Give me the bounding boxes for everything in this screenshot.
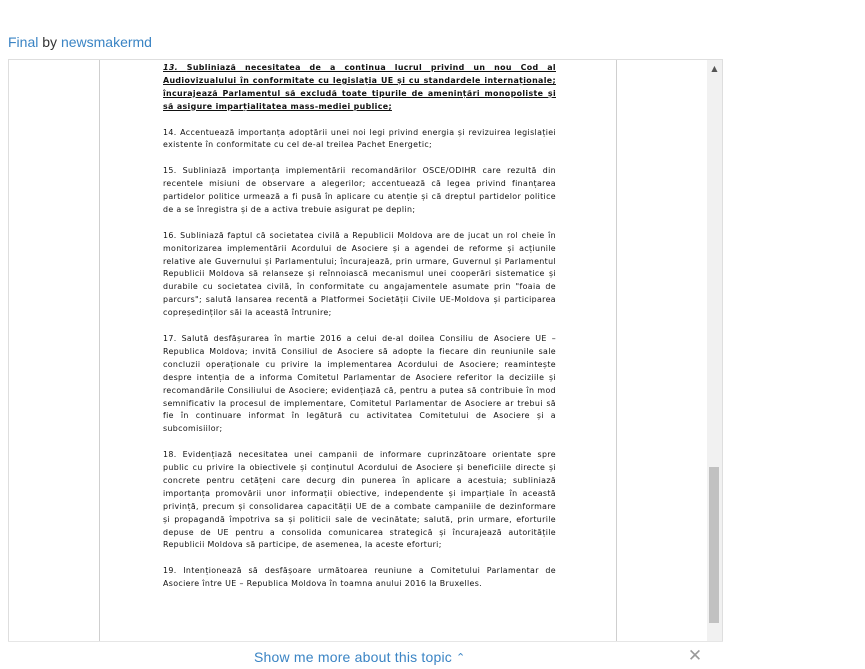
show-more-label: Show me more about this topic [254,649,453,665]
document-title-link[interactable]: Final [8,34,39,50]
paragraph-15: 15. Subliniază importanța implementării recomandărilor OSCE/ODIHR care rezultă din recentele misiuni de observare a alegerilor; accentuează că legea privind finanțarea partidelor politice urmează a fi pusă în aplicare cu atenție și că dreptul partidelor politice de a se înregistra și de a activa trebuie asigurat pe deplin; [163,166,556,214]
chevron-up-icon: ⌃ [456,652,466,664]
show-more-button[interactable] [254,649,465,665]
paragraph-13: 13. Subliniază necesitatea de a continua lucrul privind un nou Cod al Audiovizualului în conformitate cu legislația UE și cu standardele internaționale; încurajează Parlamentul să excludă toate tipurile de amenințări monopoliste și să asigure imparțialitatea mass-mediei publice; [163,63,556,111]
document-page [99,60,617,642]
paragraph-19: 19. Intenționează să desfășoare următoarea reuniune a Comitetului Parlamentar de Asociere între UE – Republica Moldova în toamna anului 2016 la Bruxelles. [163,566,556,589]
byline-by: by [42,34,58,50]
close-icon[interactable]: ✕ [687,646,703,666]
document-viewer[interactable] [8,59,723,669]
document-content [163,62,556,604]
triangle-up-icon[interactable]: ▲ [711,64,718,73]
paragraph-18: 18. Evidențiază necesitatea unei campanii de informare cuprinzătoare orientate spre public cu privire la obiectivele și conținutul Acordului de Asociere și beneficiile directe și concrete pentru cetățeni care decurg din punerea în aplicare a acestuia; subliniază importanța promovării unor informații obiective, independente și imparțiale în această privință, precum și consolidarea capacității UE de a combate campaniile de dezinformare și propagandă împotriva sa și politicii sale de vecinătate; salută, prin urmare, eforturile depuse de UE pentru a consolida comunicarea strategică și încurajează autoritățile Republicii Moldova să participe, de asemenea, la aceste eforturi; [163,450,556,550]
byline [8,34,152,50]
paragraph-16: 16. Subliniază faptul că societatea civilă a Republicii Moldova are de jucat un rol cheie în monitorizarea implementării Acordului de Asociere și a agendei de reforme și acțiunile relative ale Guvernului și Parlamentului; încurajează, prin urmare, Guvernul și Parlamentul Republicii Moldova să relanseze și reînnoiască mecanismul unei cooperări sistematice și durabile cu societatea civilă, în conformitate cu angajamentele asumate prin "foaia de parcurs"; salută lansarea recentă a Platformei Societății Civile UE-Moldova și participarea copreședinților săi la această întrunire; [163,230,556,318]
scrollbar-thumb[interactable] [709,467,719,623]
author-link[interactable]: newsmakermd [60,34,152,50]
bottom-bar [8,641,723,669]
paragraph-17: 17. Salută desfășurarea în martie 2016 a celui de-al doilea Consiliu de Asociere UE – Republica Moldova; invită Consiliul de Asociere să adopte la fiecare din reuniunile sale concluzii operaționale cu privire la implementarea Acordului de Asociere; reamintește despre intenția de a informa Comitetul Parlamentar de Asociere referitor la deciziile și recomandările Consiliului de Asociere; evidențiază că, pentru a putea să contribuie în mod semnificativ la procesul de implementare, Comitetul Parlamentar de Asociere ar trebui să fie în continuare informat în legătură cu activitatea Comitetului de Asociere și a subcomisiilor; [163,333,556,434]
paragraph-14: 14. Accentuează importanța adoptării unei noi legi privind energia și revizuirea legislației existente în conformitate cu cel de-al treilea Pachet Energetic; [163,127,556,150]
vertical-scrollbar[interactable] [707,60,722,642]
